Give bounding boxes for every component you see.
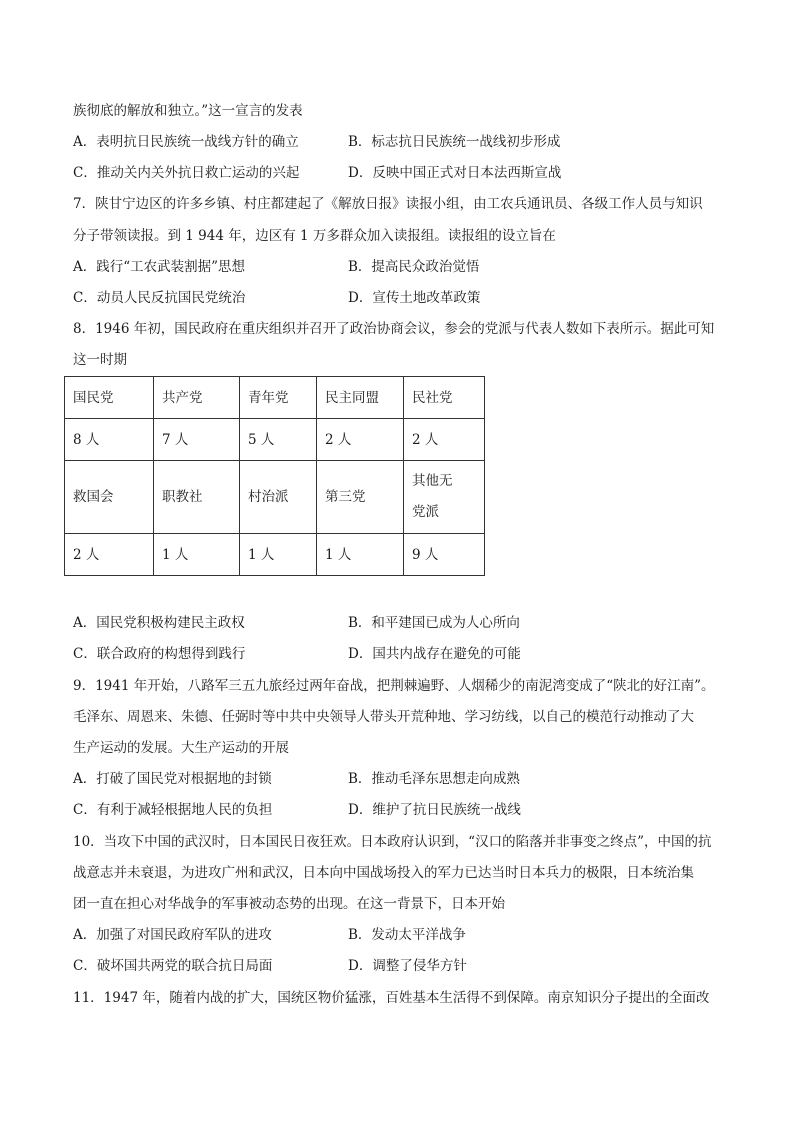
q10-option-a[interactable]: A．加强了对国民政府军队的进攻	[73, 927, 272, 943]
q9-option-a[interactable]: A．打破了国民党对根据地的封锁	[73, 771, 272, 787]
table-cell: 2 人	[317, 419, 404, 461]
table-cell: 村治派	[240, 461, 317, 534]
q8-stem-line-2: 这一时期	[73, 352, 127, 368]
q10-option-b[interactable]: B．发动太平洋战争	[348, 927, 466, 943]
table-row	[65, 534, 485, 576]
q9-option-d[interactable]: D．维护了抗日民族统一战线	[348, 802, 521, 818]
table-row	[65, 377, 485, 419]
q9-option-b[interactable]: B．推动毛泽东思想走向成熟	[348, 771, 520, 787]
q11-stem-line-1: 11．1947 年，随着内战的扩大，国统区物价猛涨，百姓基本生活得不到保障。南京知识分子提出的全面改	[73, 990, 710, 1006]
q7-stem-line-2: 分子带领读报。到 1 944 年，边区有 1 万多群众加入读报组。读报组的设立旨在	[73, 228, 556, 244]
table-row	[65, 461, 485, 534]
q6-option-d[interactable]: D．反映中国正式对日本法西斯宣战	[348, 165, 562, 181]
table-cell: 2 人	[65, 534, 154, 576]
table-cell: 民主同盟	[317, 377, 404, 419]
q8-option-b[interactable]: B．和平建国已成为人心所向	[348, 615, 520, 631]
q7-option-c[interactable]: C．动员人民反抗国民党统治	[73, 290, 246, 306]
q10-option-c[interactable]: C．破坏国共两党的联合抗日局面	[73, 958, 273, 974]
table-cell: 民社党	[404, 377, 485, 419]
q6-option-a[interactable]: A．表明抗日民族统一战线方针的确立	[73, 134, 299, 150]
table-cell: 8 人	[65, 419, 154, 461]
q9-stem-line-1: 9．1941 年开始，八路军三五九旅经过两年奋战，把荆棘遍野、人烟稀少的南泥湾变成了“陕北的好江南”。	[73, 678, 715, 694]
q10-stem-line-2: 战意志并未衰退，为进攻广州和武汉，日本向中国战场投入的军力已达当时日本兵力的极限，日本统治集	[73, 865, 694, 881]
table-cell: 国民党	[65, 377, 154, 419]
q10-option-d[interactable]: D．调整了侵华方针	[348, 958, 467, 974]
table-cell: 1 人	[154, 534, 240, 576]
q7-option-b[interactable]: B．提高民众政治觉悟	[348, 259, 480, 275]
table-cell: 1 人	[317, 534, 404, 576]
party-delegates-table	[64, 376, 485, 576]
q9-stem-line-3: 生产运动的发展。大生产运动的开展	[73, 740, 289, 756]
table-cell: 共产党	[154, 377, 240, 419]
q7-stem-line-1: 7．陕甘宁边区的许多乡镇、村庄都建起了《解放日报》读报小组，由工农兵通讯员、各级工作人员与知识	[73, 196, 703, 212]
q7-option-a[interactable]: A．践行“工农武装割据”思想	[73, 259, 246, 275]
table-cell: 1 人	[240, 534, 317, 576]
q7-option-d[interactable]: D．宣传土地改革政策	[348, 290, 481, 306]
q10-stem-line-3: 团一直在担心对华战争的军事被动态势的出现。在这一背景下，日本开始	[73, 896, 505, 912]
table-cell: 青年党	[240, 377, 317, 419]
q8-option-c[interactable]: C．联合政府的构想得到践行	[73, 646, 246, 662]
q6-option-b[interactable]: B．标志抗日民族统一战线初步形成	[348, 134, 561, 150]
table-cell: 2 人	[404, 419, 485, 461]
table-cell: 5 人	[240, 419, 317, 461]
q6-stem-tail: 族彻底的解放和独立。”这一宣言的发表	[73, 103, 303, 119]
table-cell: 职教社	[154, 461, 240, 534]
table-cell: 9 人	[404, 534, 485, 576]
table-row	[65, 419, 485, 461]
table-cell: 第三党	[317, 461, 404, 534]
q8-stem-line-1: 8．1946 年初，国民政府在重庆组织并召开了政治协商会议，参会的党派与代表人数如下表所示。据此可知	[73, 321, 715, 337]
q9-option-c[interactable]: C．有利于减轻根据地人民的负担	[73, 802, 273, 818]
table-cell: 其他无党派	[404, 461, 485, 534]
q6-option-c[interactable]: C．推动关内关外抗日救亡运动的兴起	[73, 165, 300, 181]
table-cell: 7 人	[154, 419, 240, 461]
q9-stem-line-2: 毛泽东、周恩来、朱德、任弼时等中共中央领导人带头开荒种地、学习纺线，以自己的模范行动推动了大	[73, 709, 694, 725]
table-cell: 救国会	[65, 461, 154, 534]
q10-stem-line-1: 10．当攻下中国的武汉时，日本国民日夜狂欢。日本政府认识到，“汉口的陷落并非事变之终点”，中国的抗	[73, 834, 712, 850]
q8-option-a[interactable]: A．国民党积极构建民主政权	[73, 615, 245, 631]
q8-option-d[interactable]: D．国共内战存在避免的可能	[348, 646, 521, 662]
